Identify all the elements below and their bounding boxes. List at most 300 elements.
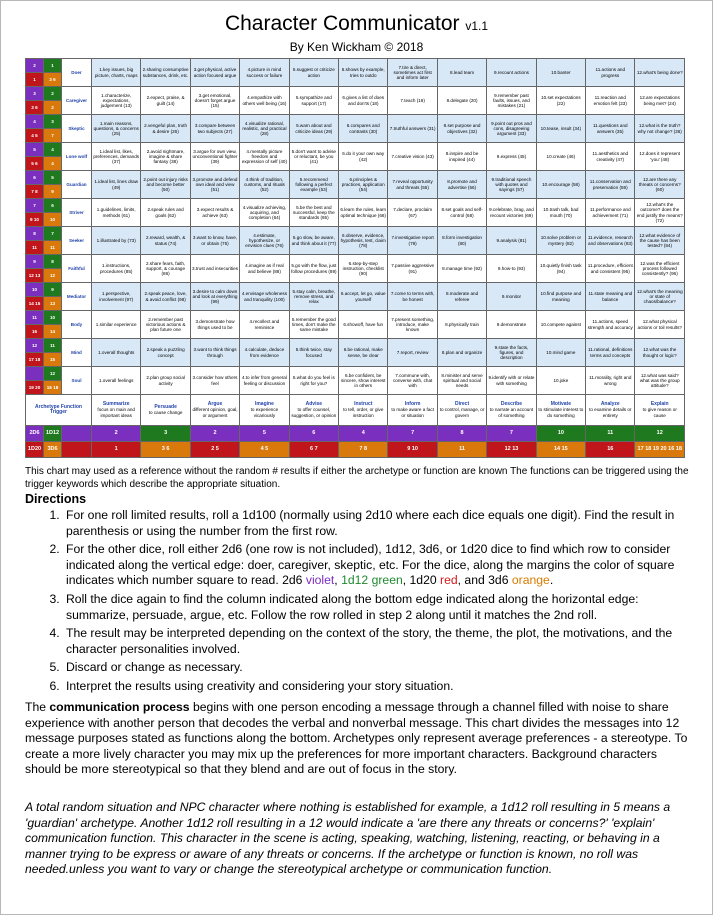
bottom-roll-cell bbox=[240, 442, 289, 458]
roll-value: 7 bbox=[509, 429, 513, 436]
chart-cell: 3.promote and defend own ideal and view (51) bbox=[190, 171, 239, 199]
chart-cell: 7.investigative report (79) bbox=[388, 227, 437, 255]
function-cell bbox=[586, 395, 635, 426]
bottom-roll-cell bbox=[388, 426, 437, 442]
archetype-label: Body bbox=[62, 311, 92, 339]
function-name: Direct bbox=[454, 401, 470, 408]
chart-cell: 9.point out pros and cons, disagreeing argument (33) bbox=[487, 115, 536, 143]
bottom-roll-cell bbox=[388, 442, 437, 458]
directions-heading: Directions bbox=[25, 492, 87, 506]
chart-cell: 4.imagine as if real and believe (88) bbox=[240, 255, 289, 283]
chart-cell: 11.procedure, efficient and consistent (95) bbox=[586, 255, 635, 283]
chart-cell: 10.joke bbox=[536, 367, 585, 395]
chart-cell: 6.observe, evidence, hypothesis, test, claim (78) bbox=[339, 227, 388, 255]
roll-value: 7 bbox=[411, 429, 415, 436]
function-desc: to tell, order, or give instruction bbox=[343, 407, 384, 418]
roll-1d12: 12 bbox=[44, 367, 62, 381]
bottom-spacer bbox=[62, 426, 92, 442]
function-desc: to examine details or entirety bbox=[589, 407, 632, 418]
chart-cell: 11.conservation and preservation (59) bbox=[586, 171, 635, 199]
archetype-label: Soul bbox=[62, 367, 92, 395]
chart-cell: 5.go with the flow, just follow procedures (89) bbox=[289, 255, 338, 283]
bottom-roll-cell bbox=[190, 426, 239, 442]
function-desc: to offer counsel, suggestion, or opinion bbox=[291, 407, 337, 418]
roll-value: 5 bbox=[262, 429, 266, 436]
dice-color-violet: violet bbox=[305, 573, 335, 588]
roll-1d20: 16 bbox=[26, 325, 44, 339]
roll-value: 6 7 bbox=[310, 445, 318, 452]
chart-cell: 12.are expectations being met? (24) bbox=[635, 87, 685, 115]
chart-cell: 2.avoid nightmare, imagine & share fantasy (38) bbox=[141, 143, 190, 171]
roll-1d20: 11 bbox=[26, 241, 44, 255]
function-name: Analyze bbox=[600, 401, 620, 408]
function-cell bbox=[635, 395, 685, 426]
function-desc: to experience vicariously bbox=[250, 407, 279, 418]
chart-cell: 1.similar experience bbox=[92, 311, 141, 339]
function-desc: to give reason or cause bbox=[642, 407, 677, 418]
bottom-roll-cell bbox=[339, 426, 388, 442]
roll-2d6: 11 bbox=[26, 311, 44, 325]
roll-value: 4 5 bbox=[260, 445, 269, 452]
chart-cell: 7.tire & direct, sometimes act first and inform later bbox=[388, 59, 437, 87]
archetype-label: Seeker bbox=[62, 227, 92, 255]
roll-3d6: 15 bbox=[44, 353, 62, 367]
roll-value: 2 bbox=[213, 429, 217, 436]
chart-cell: 7.commune with, converse with, chat with bbox=[388, 367, 437, 395]
bottom-roll-cell bbox=[536, 426, 585, 442]
roll-2d6: 5 bbox=[26, 143, 44, 157]
bottom-roll-cell bbox=[141, 426, 190, 442]
function-desc: focus on main and important ideas bbox=[97, 407, 135, 418]
page-title: Character Communicator v1.1 bbox=[224, 12, 489, 35]
bottom-roll-cell bbox=[289, 442, 338, 458]
chart-cell: 2.reward, wealth, & status (74) bbox=[141, 227, 190, 255]
chart-cell: 6.principles & practices, application (54) bbox=[339, 171, 388, 199]
dice-color-orange: orange bbox=[511, 573, 550, 588]
roll-1d12: 8 bbox=[44, 255, 62, 269]
chart-cell: 9.identify with or relate with something bbox=[487, 367, 536, 395]
roll-3d6: 2 bbox=[44, 101, 62, 115]
archetype-label: Striver bbox=[62, 199, 92, 227]
roll-value: 7 8 bbox=[359, 445, 368, 452]
chart-cell: 5.sympathize and support (17) bbox=[289, 87, 338, 115]
chart-cell: 11.actions and progress bbox=[586, 59, 635, 87]
function-desc: to make aware a fact or situation bbox=[391, 407, 434, 418]
chart-note: This chart may used as a reference without the random # results if either the archetype or function are known The functions can be triggered using the trigger keywords which describe the appropriate situation. bbox=[25, 466, 689, 490]
chart-cell: 9.demonstrate bbox=[487, 311, 536, 339]
function-name: Motivate bbox=[550, 401, 571, 408]
chart-cell: 4.picture in mind success or failure bbox=[240, 59, 289, 87]
roll-value: 2 5 bbox=[211, 445, 219, 452]
roll-3d6: 9 bbox=[44, 185, 62, 199]
chart-cell: 9.analysis (81) bbox=[487, 227, 536, 255]
bottom-dice-label: 1D20 bbox=[26, 442, 44, 458]
roll-2d6: 2 bbox=[26, 59, 44, 73]
chart-cell: 2.speak peace, love, & avoid conflict (98) bbox=[141, 283, 190, 311]
chart-cell: 7.passive aggressive (91) bbox=[388, 255, 437, 283]
chart-cell: 4.visualize achieving, acquiring, and completion (64) bbox=[240, 199, 289, 227]
author-line: By Ken Wickham © 2018 bbox=[289, 40, 424, 54]
chart-cell: 10.tease, insult (34) bbox=[536, 115, 585, 143]
chart-cell: 1.main reasons, questions, & concerns (25) bbox=[92, 115, 141, 143]
roll-value: 8 bbox=[460, 429, 464, 436]
chart-cell: 10.set expectations (22) bbox=[536, 87, 585, 115]
roll-value: 16 18 bbox=[666, 445, 682, 452]
chart-cell: 6.do it your own way (42) bbox=[339, 143, 388, 171]
bottom-dice-label: 3D6 bbox=[44, 442, 62, 458]
roll-2d6: 4 bbox=[26, 115, 44, 129]
chart-cell: 2.remember past victorious actions & plan future one bbox=[141, 311, 190, 339]
chart-cell: 2.speak rules and goals (62) bbox=[141, 199, 190, 227]
roll-1d12: 1 bbox=[44, 59, 62, 73]
bottom-roll-cell bbox=[635, 442, 685, 458]
chart-cell: 2.vengeful plan, truth & desire (26) bbox=[141, 115, 190, 143]
chart-cell: 10.banter bbox=[536, 59, 585, 87]
roll-value: 2 bbox=[114, 429, 118, 436]
bottom-roll-cell bbox=[536, 442, 585, 458]
chart-cell: 9.recount actions bbox=[487, 59, 536, 87]
function-cell bbox=[190, 395, 239, 426]
chart-cell: 1.perspective, involvement (97) bbox=[92, 283, 141, 311]
bottom-spacer bbox=[62, 442, 92, 458]
bottom-roll-cell bbox=[141, 442, 190, 458]
bottom-roll-cell bbox=[240, 426, 289, 442]
roll-1d12: 5 bbox=[44, 171, 62, 185]
function-name: Instruct bbox=[354, 401, 373, 408]
chart-cell: 8.inspire and be inspired (44) bbox=[437, 143, 486, 171]
chart-cell: 2.plan group social activity bbox=[141, 367, 190, 395]
roll-1d20: 4 5 bbox=[26, 129, 44, 143]
chart-cell: 3.get physical, active action focused argue bbox=[190, 59, 239, 87]
chart-cell: 9.express (45) bbox=[487, 143, 536, 171]
chart-cell: 5.what do you feel is right for you? bbox=[289, 367, 338, 395]
chart-cell: 12.what's the outcome? does the end justify the means? (72) bbox=[635, 199, 685, 227]
chart-cell: 12.are there any threats or concerns? (60) bbox=[635, 171, 685, 199]
function-name: Summarize bbox=[102, 401, 130, 408]
roll-value: 4 bbox=[361, 429, 365, 436]
chart-cell: 12.what evidence of the cause has been tested? (84) bbox=[635, 227, 685, 255]
chart-cell: 2.share fears, faith, support, & courage (86) bbox=[141, 255, 190, 283]
archetype-label: Lone wolf bbox=[62, 143, 92, 171]
chart-cell: 11.questions and answers (35) bbox=[586, 115, 635, 143]
chart-cell: 3.demonstrate how things used to be bbox=[190, 311, 239, 339]
bottom-roll-cell bbox=[289, 426, 338, 442]
roll-value: 9 10 bbox=[407, 445, 418, 452]
bottom-roll-cell bbox=[437, 442, 486, 458]
chart-cell: 7.reveal opportunity and threats (55) bbox=[388, 171, 437, 199]
chart-cell: 11.state meaning and balance bbox=[586, 283, 635, 311]
chart-cell: 6.be rational, make sense, be clear bbox=[339, 339, 388, 367]
chart-cell: 3.want to think things through bbox=[190, 339, 239, 367]
function-desc: to cause change bbox=[148, 410, 183, 415]
bottom-roll-cell bbox=[339, 442, 388, 458]
chart-cell: 8.delegate (20) bbox=[437, 87, 486, 115]
direction-item: 5. Discard or change as necessary. bbox=[63, 660, 693, 676]
chart-cell: 10.trash talk, bad mouth (70) bbox=[536, 199, 585, 227]
roll-3d6: 16 18 bbox=[44, 381, 62, 395]
chart-cell: 2.sharing consumptive substances, drink, etc. bbox=[141, 59, 190, 87]
chart-cell: 4.visualize rational, realistic, and practical (28) bbox=[240, 115, 289, 143]
dice-color-red: red bbox=[440, 573, 458, 588]
bottom-roll-cell bbox=[487, 426, 536, 442]
roll-1d12: 6 bbox=[44, 199, 62, 213]
roll-1d12: 10 bbox=[44, 311, 62, 325]
chart-cell: 11.evidence, research and observations (83) bbox=[586, 227, 635, 255]
chart-cell: 3.compare between two subjects (27) bbox=[190, 115, 239, 143]
chart-cell: 7.report, review bbox=[388, 339, 437, 367]
roll-1d20: 14 15 bbox=[26, 297, 44, 311]
chart-cell: 1.characterize, expectations, judgement (13) bbox=[92, 87, 141, 115]
chart-cell: 10.find purpose and meaning bbox=[536, 283, 585, 311]
function-desc: to stimulate interest to do something bbox=[538, 407, 584, 418]
communication-process-paragraph: The communication process begins with one person encoding a message through a channel filled with noise to share experience with another person that decodes the verbal and nonverbal message. This chart divides the messages into 12 message purposes stated as functions along the bottom. Archetypes only represent average preferences - a stereotype. To create a more lively character you may mix up the preferences for more important characters. Background characters should be more stereotypical so that they blend and are out of focus in the story. bbox=[25, 700, 688, 777]
roll-2d6 bbox=[26, 367, 44, 381]
chart-cell: 9.how-to (93) bbox=[487, 255, 536, 283]
roll-value: 3 6 bbox=[161, 445, 170, 452]
chart-cell: 6.shows by example, tries to outdo bbox=[339, 59, 388, 87]
bottom-roll-cell bbox=[487, 442, 536, 458]
chart-cell: 1.instructions, procedures (85) bbox=[92, 255, 141, 283]
roll-1d20: 12 13 bbox=[26, 269, 44, 283]
bottom-roll-cell bbox=[586, 426, 635, 442]
chart-cell: 10.compete against bbox=[536, 311, 585, 339]
function-name: Describe bbox=[500, 401, 523, 408]
roll-3d6: 14 bbox=[44, 325, 62, 339]
roll-2d6: 12 bbox=[26, 339, 44, 353]
chart-cell: 4.to infer from general feeling or discussion bbox=[240, 367, 289, 395]
chart-cell: 10.encourage (58) bbox=[536, 171, 585, 199]
directions-list bbox=[25, 508, 693, 698]
bottom-roll-cell bbox=[92, 442, 141, 458]
chart-cell: 5.stay calm, breathe, remove stress, and relax bbox=[289, 283, 338, 311]
function-desc: to control, manage, or govern bbox=[439, 407, 485, 418]
chart-cell: 6.learn the rules, learn optimal technique (66) bbox=[339, 199, 388, 227]
chart-cell: 6.step-by-step instruction, checklist (90) bbox=[339, 255, 388, 283]
chart-cell: 8.set goals and self-control (68) bbox=[437, 199, 486, 227]
function-cell bbox=[240, 395, 289, 426]
roll-2d6: 9 bbox=[26, 255, 44, 269]
chart-cell: 8.lead team bbox=[437, 59, 486, 87]
chart-cell: 1.illustrated by (73) bbox=[92, 227, 141, 255]
roll-3d6: 12 bbox=[44, 269, 62, 283]
function-name: Explain bbox=[650, 401, 669, 408]
roll-2d6: 10 bbox=[26, 283, 44, 297]
roll-1d12: 3 bbox=[44, 115, 62, 129]
bottom-roll-cell bbox=[190, 442, 239, 458]
chart-cell: 5.suggest or criticize action bbox=[289, 59, 338, 87]
function-desc: different opinion, goal, or argument bbox=[192, 407, 238, 418]
direction-item: 6. Interpret the results using creativity and considering your story situation. bbox=[63, 679, 693, 695]
chart-cell: 12.does it represent 'you' (48) bbox=[635, 143, 685, 171]
roll-3d6: 10 bbox=[44, 213, 62, 227]
chart-cell: 10.solve problem or mystery (82) bbox=[536, 227, 585, 255]
chart-cell: 1.ideal list, lines draw (49) bbox=[92, 171, 141, 199]
chart-cell: 9.remember past faults, issues, and mistakes (21) bbox=[487, 87, 536, 115]
bottom-dice-label: 2D6 bbox=[26, 426, 44, 442]
chart-cell: 5.recommend following a perfect example (53) bbox=[289, 171, 338, 199]
archetype-label: Guardian bbox=[62, 171, 92, 199]
chart-cell: 7.teach (19) bbox=[388, 87, 437, 115]
archetype-label: Skeptic bbox=[62, 115, 92, 143]
bottom-roll-cell bbox=[437, 426, 486, 442]
chart-cell: 12.what's being done? bbox=[635, 59, 685, 87]
chart-cell: 10.create (46) bbox=[536, 143, 585, 171]
process-bold-term: communication process bbox=[49, 700, 190, 714]
archetype-label: Faithful bbox=[62, 255, 92, 283]
chart-cell: 5.remember the good times, don't make the same mistake bbox=[289, 311, 338, 339]
direction-item: 3. Roll the dice again to find the column indicated along the bottom edge indicated along the horizontal edge: summarize, persuade, argue, etc. Follow the row rolled in step 2 along until it matches the 2nd roll. bbox=[63, 592, 693, 623]
version-label: v1.1 bbox=[465, 19, 489, 33]
chart-cell: 9.celebrate, brag, and recount victories (69) bbox=[487, 199, 536, 227]
roll-1d12: 4 bbox=[44, 143, 62, 157]
chart-cell: 6.showoff, have fun bbox=[339, 311, 388, 339]
function-cell bbox=[339, 395, 388, 426]
chart-cell: 11.reaction and emotion felt (23) bbox=[586, 87, 635, 115]
chart-cell: 11.actions, speed strength and accuracy bbox=[586, 311, 635, 339]
chart-cell: 12.what physical actions or toil results? bbox=[635, 311, 685, 339]
roll-1d20: 9 10 bbox=[26, 213, 44, 227]
function-name: Argue bbox=[207, 401, 223, 408]
roll-value: 16 bbox=[607, 445, 614, 452]
roll-1d12: 2 bbox=[44, 87, 62, 101]
chart-cell: 4.envisage wholeness and tranquility (100) bbox=[240, 283, 289, 311]
chart-cell: 7.declare, proclaim (67) bbox=[388, 199, 437, 227]
function-name: Persuade bbox=[154, 403, 177, 410]
direction-item: 2. For the other dice, roll either 2d6 (one row is not included), 1d12, 3d6, or 1d20 dice to find which row to consider indicated along the vertical edge: doer, caregiver, skeptic, etc. For the dice, along the margins the color of square indicates which number square to read. 2d6 violet, 1d12 green, 1d20 red, and 3d6 orange. bbox=[63, 542, 693, 589]
chart-cell: 2.point out injury risks and become better (50) bbox=[141, 171, 190, 199]
roll-1d20: 5 6 bbox=[26, 157, 44, 171]
roll-value: 12 bbox=[656, 429, 663, 436]
roll-3d6: 3 6 bbox=[44, 73, 62, 87]
roll-2d6: 3 bbox=[26, 87, 44, 101]
roll-1d20: 7 8 bbox=[26, 185, 44, 199]
roll-3d6: 13 bbox=[44, 297, 62, 311]
chart-cell: 4.estimate, hypothesize, or envision clues (76) bbox=[240, 227, 289, 255]
chart-cell: 4.calculate, deduce from evidence bbox=[240, 339, 289, 367]
chart-cell: 11.performance and achievement (71) bbox=[586, 199, 635, 227]
roll-3d6: 4 bbox=[44, 157, 62, 171]
chart-cell: 3.trust and insecurities bbox=[190, 255, 239, 283]
roll-value: 11 bbox=[459, 445, 465, 452]
chart-cell: 8.promote and advertise (56) bbox=[437, 171, 486, 199]
chart-cell: 6.accept, let go, value yourself bbox=[339, 283, 388, 311]
dice-color-green: 1d12 green bbox=[341, 573, 403, 588]
roll-value: 19 20 bbox=[651, 445, 667, 452]
chart-cell: 7.creative vision (43) bbox=[388, 143, 437, 171]
bottom-dice-label: 1D12 bbox=[44, 426, 62, 442]
chart-cell: 3.want to know, have, or obtain (75) bbox=[190, 227, 239, 255]
chart-cell: 5.don't want to advise or reluctant, be you (41) bbox=[289, 143, 338, 171]
bottom-roll-cell bbox=[92, 426, 141, 442]
roll-value: 1 bbox=[114, 445, 118, 452]
chart-cell: 4.recollect and reminisce bbox=[240, 311, 289, 339]
chart-cell: 12.what was the thought or logic? bbox=[635, 339, 685, 367]
function-cell bbox=[289, 395, 338, 426]
chart-cell: 2.speak a puzzling concept bbox=[141, 339, 190, 367]
function-cell bbox=[388, 395, 437, 426]
chart-cell: 7.present something, introduce, make known bbox=[388, 311, 437, 339]
function-cell bbox=[536, 395, 585, 426]
chart-cell: 6.compares and contrasts (30) bbox=[339, 115, 388, 143]
roll-1d20: 19 20 bbox=[26, 381, 44, 395]
direction-item: 4. The result may be interpreted depending on the context of the story, the theme, the plot, the motivations, and the character personalities involved. bbox=[63, 626, 693, 657]
chart-cell: 3.argue for own view, unconventional fighter (39) bbox=[190, 143, 239, 171]
roll-1d20: 3 6 bbox=[26, 101, 44, 115]
chart-cell: 9.state the facts, figures, and description bbox=[487, 339, 536, 367]
communicator-chart bbox=[25, 58, 685, 458]
chart-cell: 4.think of tradition, customs, and rituals (52) bbox=[240, 171, 289, 199]
chart-cell: 8.plan and organize bbox=[437, 339, 486, 367]
direction-item: 1. For one roll limited results, roll a 1d100 (normally using 2d10 where each dice equals one digit). Find the result in parenthesis or using the number from the first row. bbox=[63, 508, 693, 539]
roll-value: 11 bbox=[607, 429, 614, 436]
roll-2d6: 7 bbox=[26, 199, 44, 213]
chart-cell: 8.manage time (92) bbox=[437, 255, 486, 283]
chart-cell: 9.traditional speech with quotes and sayings (57) bbox=[487, 171, 536, 199]
chart-cell: 8.moderate and referee bbox=[437, 283, 486, 311]
chart-cell: 5.warn about and criticize ideas (29) bbox=[289, 115, 338, 143]
function-trigger-label: Archetype Function Trigger bbox=[26, 395, 92, 426]
chart-cell: 10.mind game bbox=[536, 339, 585, 367]
chart-cell: 12.what was said? what was the group attitude? bbox=[635, 367, 685, 395]
chart-cell: 4.empathize with others well being (16) bbox=[240, 87, 289, 115]
roll-1d20: 17 18 bbox=[26, 353, 44, 367]
chart-cell: 5.be the best and successful, keep the standards (65) bbox=[289, 199, 338, 227]
roll-3d6: 11 bbox=[44, 241, 62, 255]
chart-cell: 9.monitor bbox=[487, 283, 536, 311]
chart-cell: 1.ideal list, likes, preferences, demands (37) bbox=[92, 143, 141, 171]
roll-1d12: 7 bbox=[44, 227, 62, 241]
example-paragraph: A total random situation and NPC character where nothing is established for example, a 1d12 roll resulting in 5 means a 'guardian' archetype. Another 1d12 roll resulting in a 12 would indicate a 'are there any threats or concerns?' 'explain' communication function. This character in the scene is acting, speaking, watching, listening, reacting, or behaving in a manner trying to be express or aware of any threats or concerns. If the archetype or function is known, no roll was needed.unless you want to vary or change the stereotypical archetype or communication function. bbox=[25, 800, 671, 877]
roll-value: 17 18 bbox=[637, 445, 652, 452]
chart-cell: 12.what is the truth? why not change? (36) bbox=[635, 115, 685, 143]
roll-1d12: 9 bbox=[44, 283, 62, 297]
chart-cell: 3.expect results & achieve (63) bbox=[190, 199, 239, 227]
roll-3d6: 7 bbox=[44, 129, 62, 143]
archetype-label: Mind bbox=[62, 339, 92, 367]
chart-cell: 1.overall thoughts bbox=[92, 339, 141, 367]
function-name: Imagine bbox=[254, 401, 274, 408]
roll-value: 10 bbox=[557, 429, 564, 436]
function-cell bbox=[437, 395, 486, 426]
roll-value: 6 bbox=[312, 429, 316, 436]
roll-value: 12 13 bbox=[504, 445, 519, 452]
chart-cell: 6.be confident, be sincere, show interest in others bbox=[339, 367, 388, 395]
roll-value: 3 bbox=[164, 429, 168, 436]
chart-cell: 6.gives a list of does and don'ts (18) bbox=[339, 87, 388, 115]
chart-cell: 1.key issues, big picture, charts, maps bbox=[92, 59, 141, 87]
chart-cell: 11.morality, right and wrong bbox=[586, 367, 635, 395]
chart-cell: 8.set purpose and objectives (32) bbox=[437, 115, 486, 143]
chart-cell: 3.get emotional, doesn't forget argue (15) bbox=[190, 87, 239, 115]
chart-cell: 4.mentally picture freedom and expression of self (40) bbox=[240, 143, 289, 171]
chart-cell: 1.guidelines, limits, methods (61) bbox=[92, 199, 141, 227]
chart-cell: 11.aesthetics and creativity (47) bbox=[586, 143, 635, 171]
roll-1d12: 11 bbox=[44, 339, 62, 353]
chart-cell: 8.physically train bbox=[437, 311, 486, 339]
function-cell bbox=[141, 395, 190, 426]
chart-cell: 7.come to terms with, be honest bbox=[388, 283, 437, 311]
function-name: Advise bbox=[305, 401, 323, 408]
chart-cell: 5.think twice, stay focused bbox=[289, 339, 338, 367]
chart-cell: 3.consider how others feel bbox=[190, 367, 239, 395]
function-desc: to narrate an account of something bbox=[489, 407, 534, 418]
chart-cell: 8.form investigation (80) bbox=[437, 227, 486, 255]
function-name: Inform bbox=[404, 401, 421, 408]
chart-cell: 2.expect, praise, & guilt (14) bbox=[141, 87, 190, 115]
archetype-label: Doer bbox=[62, 59, 92, 87]
chart-cell: 7.truthful answers (31) bbox=[388, 115, 437, 143]
archetype-label: Caregiver bbox=[62, 87, 92, 115]
